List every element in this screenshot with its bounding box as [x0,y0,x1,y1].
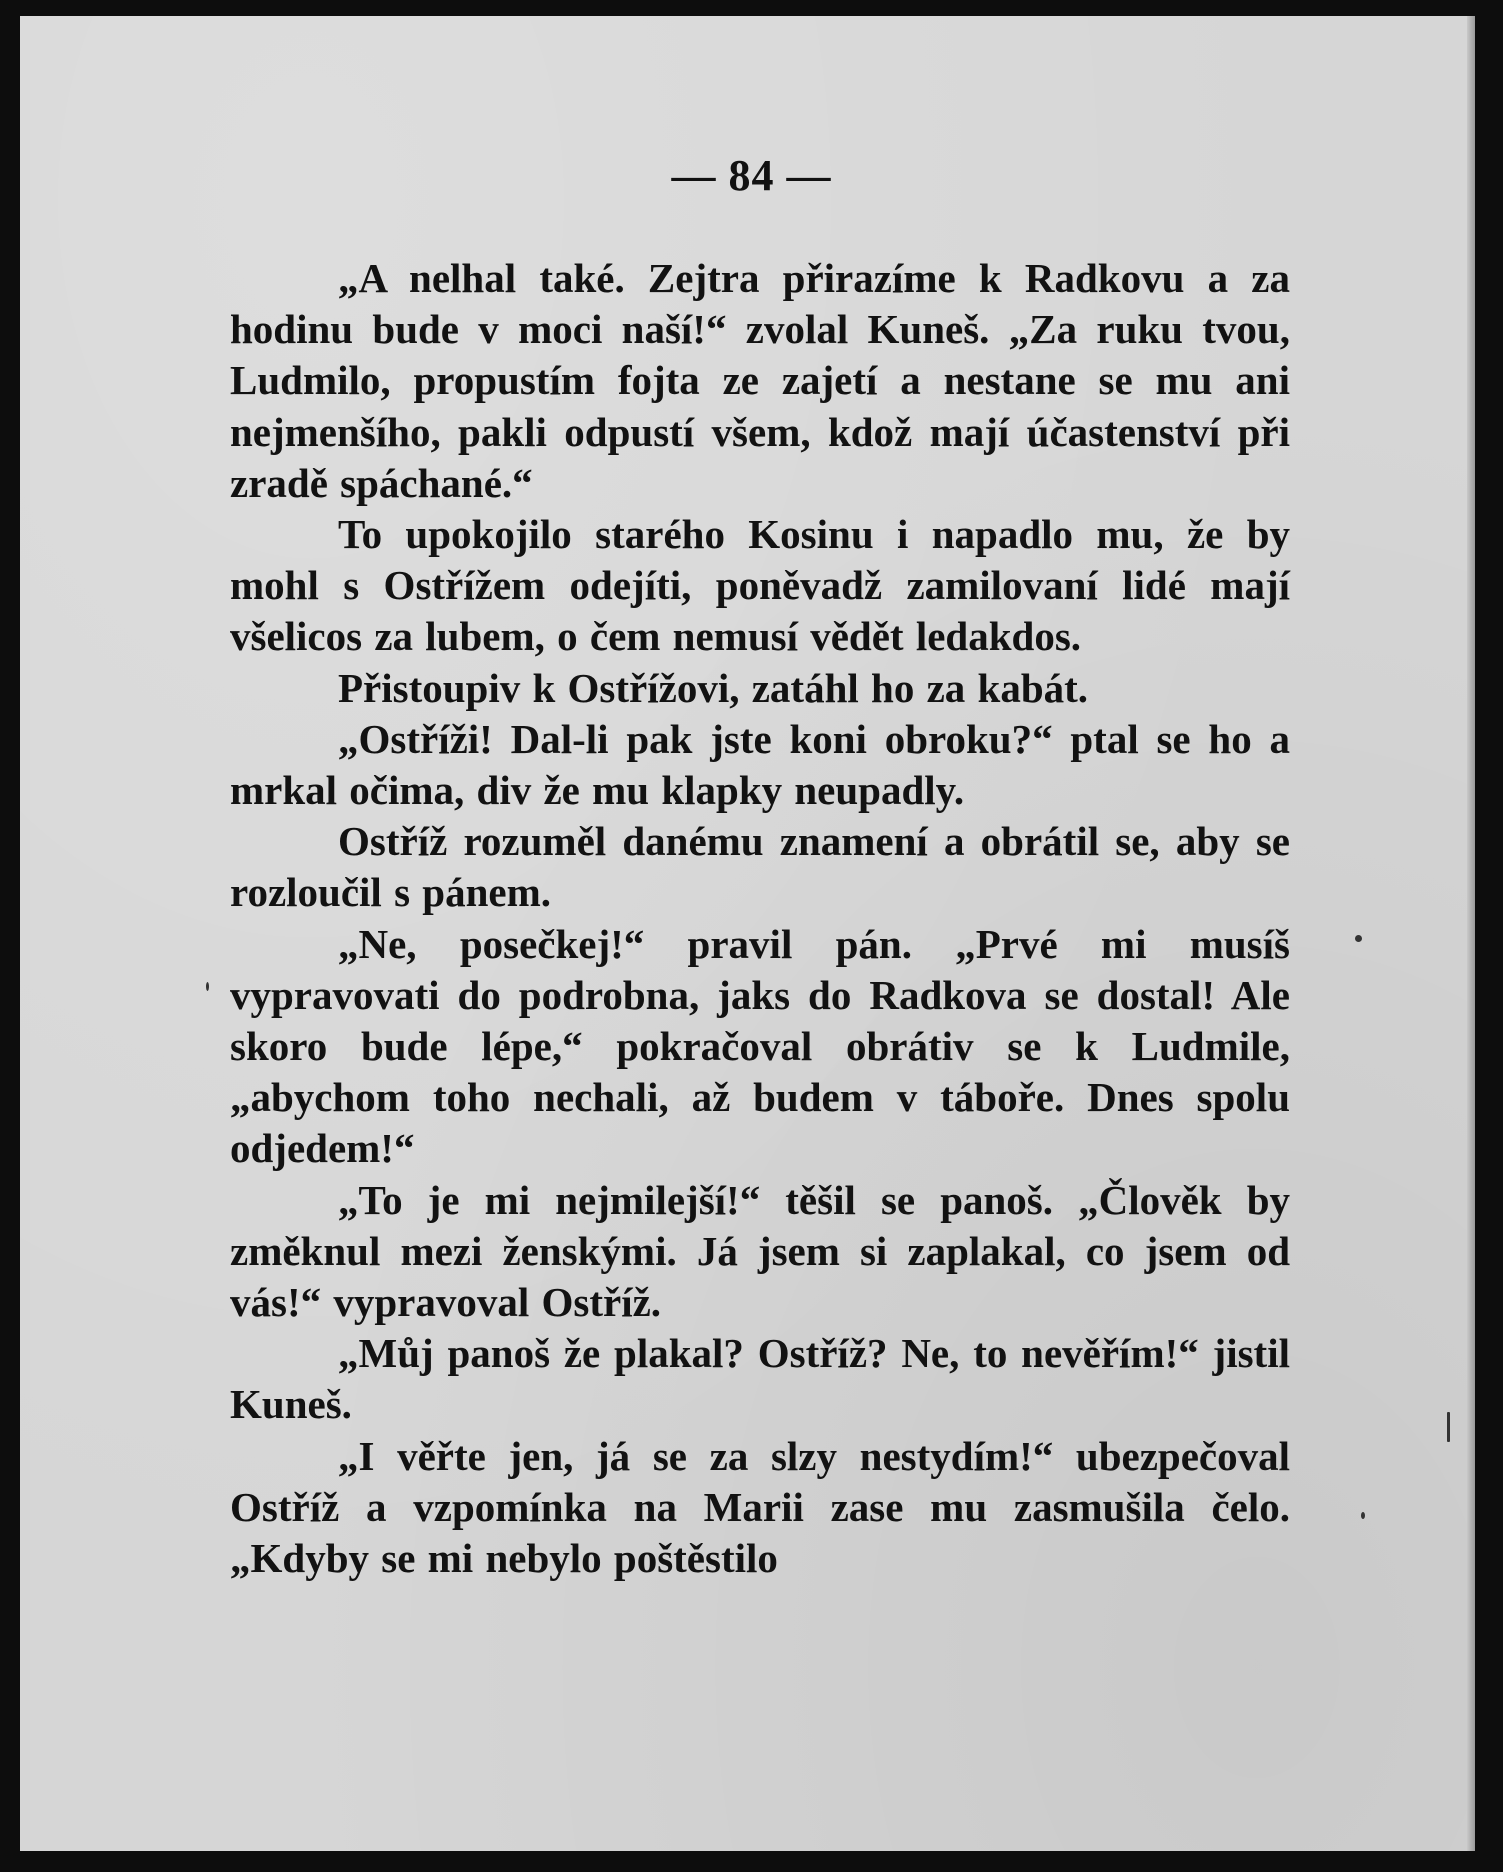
ink-speck [1447,1412,1450,1442]
paragraph-3: Přistoupiv k Ostřížovi, zatáhl ho za kabát. [338,664,1089,711]
ink-speck [1361,1512,1365,1519]
body-text [230,253,1290,1584]
paragraph-4: „Ostříži! Dal-li pak jste koni obroku?“ ptal se ho a mrkal očima, div že mu klapky neupadly. [230,715,1290,814]
paragraph-1: „A nelhal také. Zejtra přirazíme k Radkovu a za hodinu bude v moci naší!“ zvolal Kuneš. „Za ruku tvou, Ludmilo, propustím fojta ze zajetí a nestane se mu ani nejmenšího, pakli odpustí všem, kdož mají účastenství při zradě spáchané.“ [230,255,1290,506]
page-number: — 84 — [671,151,832,200]
paragraph-7: „To je mi nejmilejší!“ těšil se panoš. „Člověk by změknul mezi ženskými. Já jsem si zaplakal, co jsem od vás!“ vypravoval Ostříž. [230,1176,1290,1326]
ink-speck [1355,935,1362,942]
paragraph-6: „Ne, posečkej!“ pravil pán. „Prvé mi musíš vypravovati do podrobna, jaks do Radkova se dostal! Ale skoro bude lépe,“ pokračoval obrátiv se k Ludmile, „abychom toho nechali, až budem v táboře. Dnes spolu odjedem!“ [230,920,1290,1172]
paragraph-9: „I věřte jen, já se za slzy nestydím!“ ubezpečoval Ostříž a vzpomínka na Marii zase mu zasmušila čelo. „Kdyby se mi nebylo poštěstilo [230,1432,1290,1582]
ink-speck [206,982,209,991]
paragraph-5: Ostříž rozuměl danému znamení a obrátil se, aby se rozloučil s pánem. [230,818,1290,916]
paper-edge-shadow [1467,16,1475,1851]
paragraph-8: „Můj panoš že plakal? Ostříž? Ne, to nevěřím!“ jistil Kuneš. [230,1330,1290,1428]
paragraph-2: To upokojilo starého Kosinu i napadlo mu, že by mohl s Ostřížem odejíti, poněvadž zamilovaní lidé mají všelicos za lubem, o čem nemusí vědět ledakdos. [230,511,1290,660]
